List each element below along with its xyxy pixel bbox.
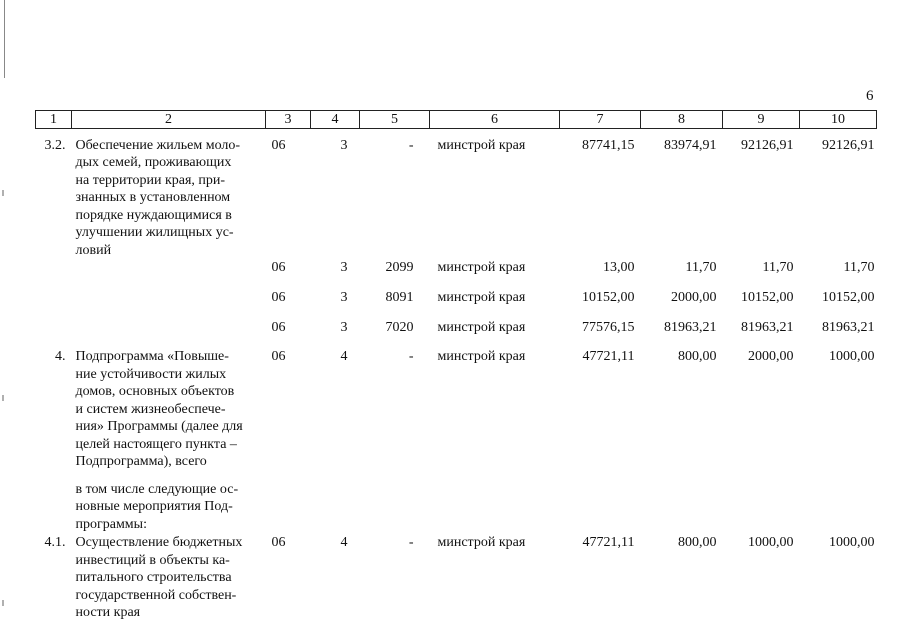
cell-c8: 83974,91 [664,137,717,153]
cell-c4: 3 [340,260,348,275]
table-row [36,319,877,348]
cell-c6: минстрой края [437,320,526,335]
cell-c3: 06 [271,290,286,305]
column-header: 9 [723,111,800,129]
scan-mark [2,190,4,196]
cell-c8: 81963,21 [664,320,717,335]
cell-c4: 4 [340,535,348,550]
cell-c9: 1000,00 [748,535,794,550]
cell-c3: 06 [271,260,286,275]
cell-c7: 77576,15 [582,320,635,335]
table-row [36,348,877,534]
cell-c10: 92126,91 [822,137,875,153]
cell-c8: 800,00 [678,535,717,550]
cell-c10: 11,70 [843,260,875,275]
page-number: 6 [866,88,874,104]
row-description-cell [72,348,266,534]
table-header-row [36,111,877,129]
cell-c8: 11,70 [685,260,717,275]
cell-c9: 10152,00 [741,290,794,305]
cell-c7: 47721,11 [582,349,635,364]
cell-c4: 3 [340,137,348,153]
cell-c3: 06 [271,535,286,550]
cell-c3: 06 [271,320,286,335]
column-header: 1 [36,111,72,129]
cell-c5: 8091 [385,290,414,305]
column-header: 7 [560,111,641,129]
row-description: Подпрограмма «Повыше- ние устойчивости жилых домов, основных объектов и систем жизнеобеспече- ния» Программы (далее для целей настоящего пункта – Подпрограмма), всего [75,349,243,469]
cell-c7: 10152,00 [582,290,635,305]
cell-c4: 3 [340,320,348,335]
row-number: 4. [55,349,66,364]
row-number: 3.2. [44,137,66,153]
cell-c6: минстрой края [437,349,526,364]
table-row [36,259,877,289]
column-header: 2 [72,111,266,129]
cell-c5: - [408,535,414,550]
cell-c5: 7020 [385,320,414,335]
cell-c6: минстрой края [437,535,526,550]
cell-c5: - [408,349,414,364]
table-row [36,534,877,626]
cell-c7: 47721,11 [582,535,635,550]
row-subdescription: в том числе следующие ос- новные мероприятия Под- программы: [75,481,239,532]
cell-c6: минстрой края [437,260,526,275]
table-row [36,289,877,319]
cell-c9: 11,70 [762,260,794,275]
column-header: 4 [311,111,360,129]
cell-c7: 87741,15 [582,137,635,153]
cell-c10: 1000,00 [829,349,875,364]
cell-c8: 2000,00 [671,290,717,305]
column-header: 5 [360,111,430,129]
row-description: Обеспечение жильем моло- дых семей, проживающих на территории края, при- знанных в установленном порядке нуждающимися в улучшении жилищных ус- ловий [75,137,241,258]
cell-c7: 13,00 [603,260,635,275]
cell-c9: 92126,91 [741,137,794,153]
column-header: 6 [430,111,560,129]
budget-table [35,110,877,626]
column-header: 3 [266,111,311,129]
cell-c9: 2000,00 [748,349,794,364]
cell-c10: 1000,00 [829,535,875,550]
row-number: 4.1. [44,535,66,550]
cell-c5: 2099 [385,260,414,275]
cell-c6: минстрой края [437,290,526,305]
scan-mark [2,600,4,606]
cell-c8: 800,00 [678,349,717,364]
table-row [36,137,877,260]
row-description: Осуществление бюджетных инвестиций в объекты ка- питального строительства государственной собствен- ности края [75,535,243,620]
column-header: 8 [641,111,723,129]
cell-c4: 4 [340,349,348,364]
cell-c3: 06 [271,137,286,153]
page-left-edge [4,0,5,78]
cell-c9: 81963,21 [741,320,794,335]
cell-c10: 10152,00 [822,290,875,305]
cell-c4: 3 [340,290,348,305]
cell-c5: - [408,137,414,153]
column-header: 10 [800,111,877,129]
scan-mark [2,395,4,401]
cell-c6: минстрой края [437,137,526,153]
cell-c10: 81963,21 [822,320,875,335]
cell-c3: 06 [271,349,286,364]
spacer-row [36,129,877,137]
